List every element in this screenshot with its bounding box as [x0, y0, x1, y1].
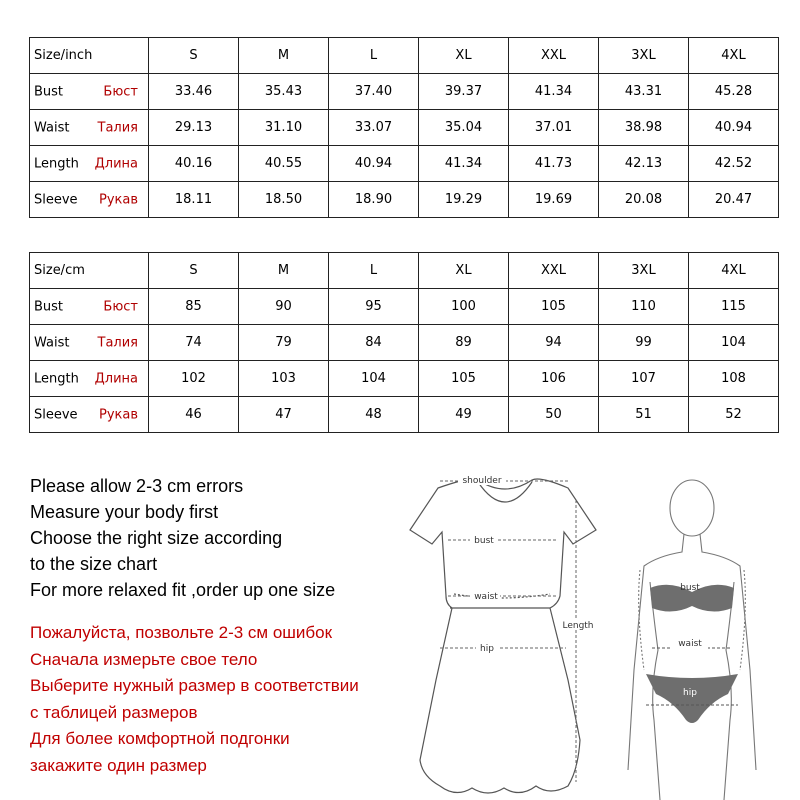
- row-label-ru: Рукав: [98, 407, 138, 422]
- measurement-cell: 89: [419, 325, 509, 361]
- row-label-en: Waist: [34, 335, 70, 350]
- measurement-cell: 52: [689, 397, 779, 433]
- row-label-en: Bust: [34, 299, 64, 314]
- table-row: [30, 361, 779, 397]
- measurement-cell: 84: [329, 325, 419, 361]
- measurement-cell: 20.08: [599, 182, 689, 218]
- measurement-cell: 40.94: [689, 110, 779, 146]
- note-ru-5: Для более комфортной подгонки: [30, 729, 290, 748]
- measurement-cell: 85: [149, 289, 239, 325]
- notes-english: [30, 473, 335, 603]
- dress-label-shoulder: shoulder: [462, 476, 502, 486]
- note-en-2: Measure your body first: [30, 502, 219, 522]
- measurement-cell: 103: [239, 361, 329, 397]
- measurement-cell: 107: [599, 361, 689, 397]
- body-diagram: [610, 470, 770, 800]
- body-label-hip: hip: [683, 688, 697, 698]
- measurement-cell: 99: [599, 325, 689, 361]
- dress-label-waist: waist: [474, 592, 498, 602]
- measurement-cell: 48: [329, 397, 419, 433]
- measurement-cell: 40.55: [239, 146, 329, 182]
- size-header-cell: 3XL: [599, 253, 689, 289]
- row-label-ru: Длина: [94, 371, 138, 386]
- body-label-bust: bust: [680, 583, 700, 593]
- measurement-cell: 74: [149, 325, 239, 361]
- measurement-cell: 105: [419, 361, 509, 397]
- measurement-cell: 37.40: [329, 74, 419, 110]
- row-label-en: Waist: [34, 120, 70, 135]
- measurement-cell: 41.73: [509, 146, 599, 182]
- measurement-cell: 115: [689, 289, 779, 325]
- row-label-en: Bust: [34, 84, 64, 99]
- measurement-cell: 104: [689, 325, 779, 361]
- measurement-cell: 108: [689, 361, 779, 397]
- size-header-cell: S: [149, 253, 239, 289]
- size-header-cell: L: [329, 38, 419, 74]
- measurement-cell: 95: [329, 289, 419, 325]
- row-label-ru: Бюст: [103, 84, 138, 99]
- measurement-cell: 31.10: [239, 110, 329, 146]
- table-header-row: [30, 253, 779, 289]
- note-en-4: to the size chart: [30, 554, 158, 574]
- table-row: [30, 182, 779, 218]
- body-head: [670, 480, 714, 536]
- measurement-cell: 33.46: [149, 74, 239, 110]
- notes-russian: [30, 620, 359, 779]
- measurement-cell: 18.50: [239, 182, 329, 218]
- size-table-inch: [29, 37, 779, 218]
- measurement-cell: 50: [509, 397, 599, 433]
- measurement-cell: 20.47: [689, 182, 779, 218]
- measurement-cell: 19.69: [509, 182, 599, 218]
- measurement-cell: 41.34: [419, 146, 509, 182]
- size-header-cell: M: [239, 253, 329, 289]
- measurement-cell: 45.28: [689, 74, 779, 110]
- measurement-cell: 18.90: [329, 182, 419, 218]
- row-label-cell: [30, 74, 149, 110]
- measurement-cell: 102: [149, 361, 239, 397]
- row-label-en: Sleeve: [34, 407, 78, 422]
- size-header-cell: 3XL: [599, 38, 689, 74]
- row-label-cell: [30, 361, 149, 397]
- row-label-en: Length: [34, 156, 79, 171]
- measurement-cell: 43.31: [599, 74, 689, 110]
- table-row: [30, 289, 779, 325]
- note-en-3: Choose the right size according: [30, 528, 283, 548]
- note-en-5: For more relaxed fit ,order up one size: [30, 580, 336, 600]
- size-header-cell: S: [149, 38, 239, 74]
- unit-header-cell: Size/cm: [30, 253, 149, 289]
- note-en-1: Please allow 2-3 cm errors: [30, 476, 244, 496]
- measurement-cell: 90: [239, 289, 329, 325]
- row-label-cell: [30, 325, 149, 361]
- row-label-ru: Талия: [97, 120, 138, 135]
- measurement-cell: 105: [509, 289, 599, 325]
- measurement-cell: 19.29: [419, 182, 509, 218]
- measurement-cell: 40.94: [329, 146, 419, 182]
- dress-label-bust: bust: [474, 536, 494, 546]
- measurement-cell: 33.07: [329, 110, 419, 146]
- size-header-cell: XL: [419, 253, 509, 289]
- measurement-cell: 47: [239, 397, 329, 433]
- measurement-cell: 41.34: [509, 74, 599, 110]
- table-row: [30, 325, 779, 361]
- hip-band: [646, 674, 738, 723]
- measurement-cell: 37.01: [509, 110, 599, 146]
- row-label-cell: [30, 182, 149, 218]
- note-ru-6: закажите один размер: [30, 755, 207, 775]
- note-ru-1: Пожалуйста, позвольте 2-3 см ошибок: [30, 623, 333, 642]
- size-header-cell: XXL: [509, 38, 599, 74]
- row-label-cell: [30, 289, 149, 325]
- size-header-cell: L: [329, 253, 419, 289]
- note-ru-3: Выберите нужный размер в соответствии: [30, 676, 359, 695]
- measurement-cell: 51: [599, 397, 689, 433]
- body-label-waist: waist: [678, 639, 702, 649]
- measurement-cell: 42.13: [599, 146, 689, 182]
- table-row: [30, 146, 779, 182]
- row-label-ru: Бюст: [103, 299, 138, 314]
- size-header-cell: M: [239, 38, 329, 74]
- measurement-cell: 49: [419, 397, 509, 433]
- measurement-cell: 42.52: [689, 146, 779, 182]
- row-label-cell: [30, 110, 149, 146]
- row-label-cell: [30, 397, 149, 433]
- measurement-cell: 29.13: [149, 110, 239, 146]
- unit-header-cell: Size/inch: [30, 38, 149, 74]
- measurement-cell: 39.37: [419, 74, 509, 110]
- note-ru-2: Сначала измерьте свое тело: [30, 649, 258, 669]
- dress-label-hip: hip: [480, 644, 494, 654]
- size-header-cell: 4XL: [689, 253, 779, 289]
- note-ru-4: с таблицей размеров: [30, 702, 198, 722]
- measurement-cell: 79: [239, 325, 329, 361]
- measurement-cell: 100: [419, 289, 509, 325]
- measurement-cell: 110: [599, 289, 689, 325]
- dress-diagram: [400, 470, 610, 800]
- row-label-ru: Рукав: [98, 192, 138, 207]
- measurement-cell: 35.04: [419, 110, 509, 146]
- size-header-cell: 4XL: [689, 38, 779, 74]
- measurement-cell: 106: [509, 361, 599, 397]
- row-label-en: Length: [34, 371, 79, 386]
- table-header-row: [30, 38, 779, 74]
- measurement-cell: 40.16: [149, 146, 239, 182]
- row-label-ru: Талия: [97, 335, 138, 350]
- measurement-cell: 38.98: [599, 110, 689, 146]
- measurement-cell: 35.43: [239, 74, 329, 110]
- measurement-cell: 18.11: [149, 182, 239, 218]
- row-label-en: Sleeve: [34, 192, 78, 207]
- table-row: [30, 110, 779, 146]
- size-header-cell: XL: [419, 38, 509, 74]
- measurement-cell: 104: [329, 361, 419, 397]
- measurement-cell: 94: [509, 325, 599, 361]
- size-table-cm: [29, 252, 779, 433]
- measurement-cell: 46: [149, 397, 239, 433]
- table-row: [30, 397, 779, 433]
- row-label-ru: Длина: [94, 156, 138, 171]
- row-label-cell: [30, 146, 149, 182]
- table-row: [30, 74, 779, 110]
- size-header-cell: XXL: [509, 253, 599, 289]
- dress-label-length: Length: [562, 621, 594, 631]
- dress-outline: [410, 479, 596, 793]
